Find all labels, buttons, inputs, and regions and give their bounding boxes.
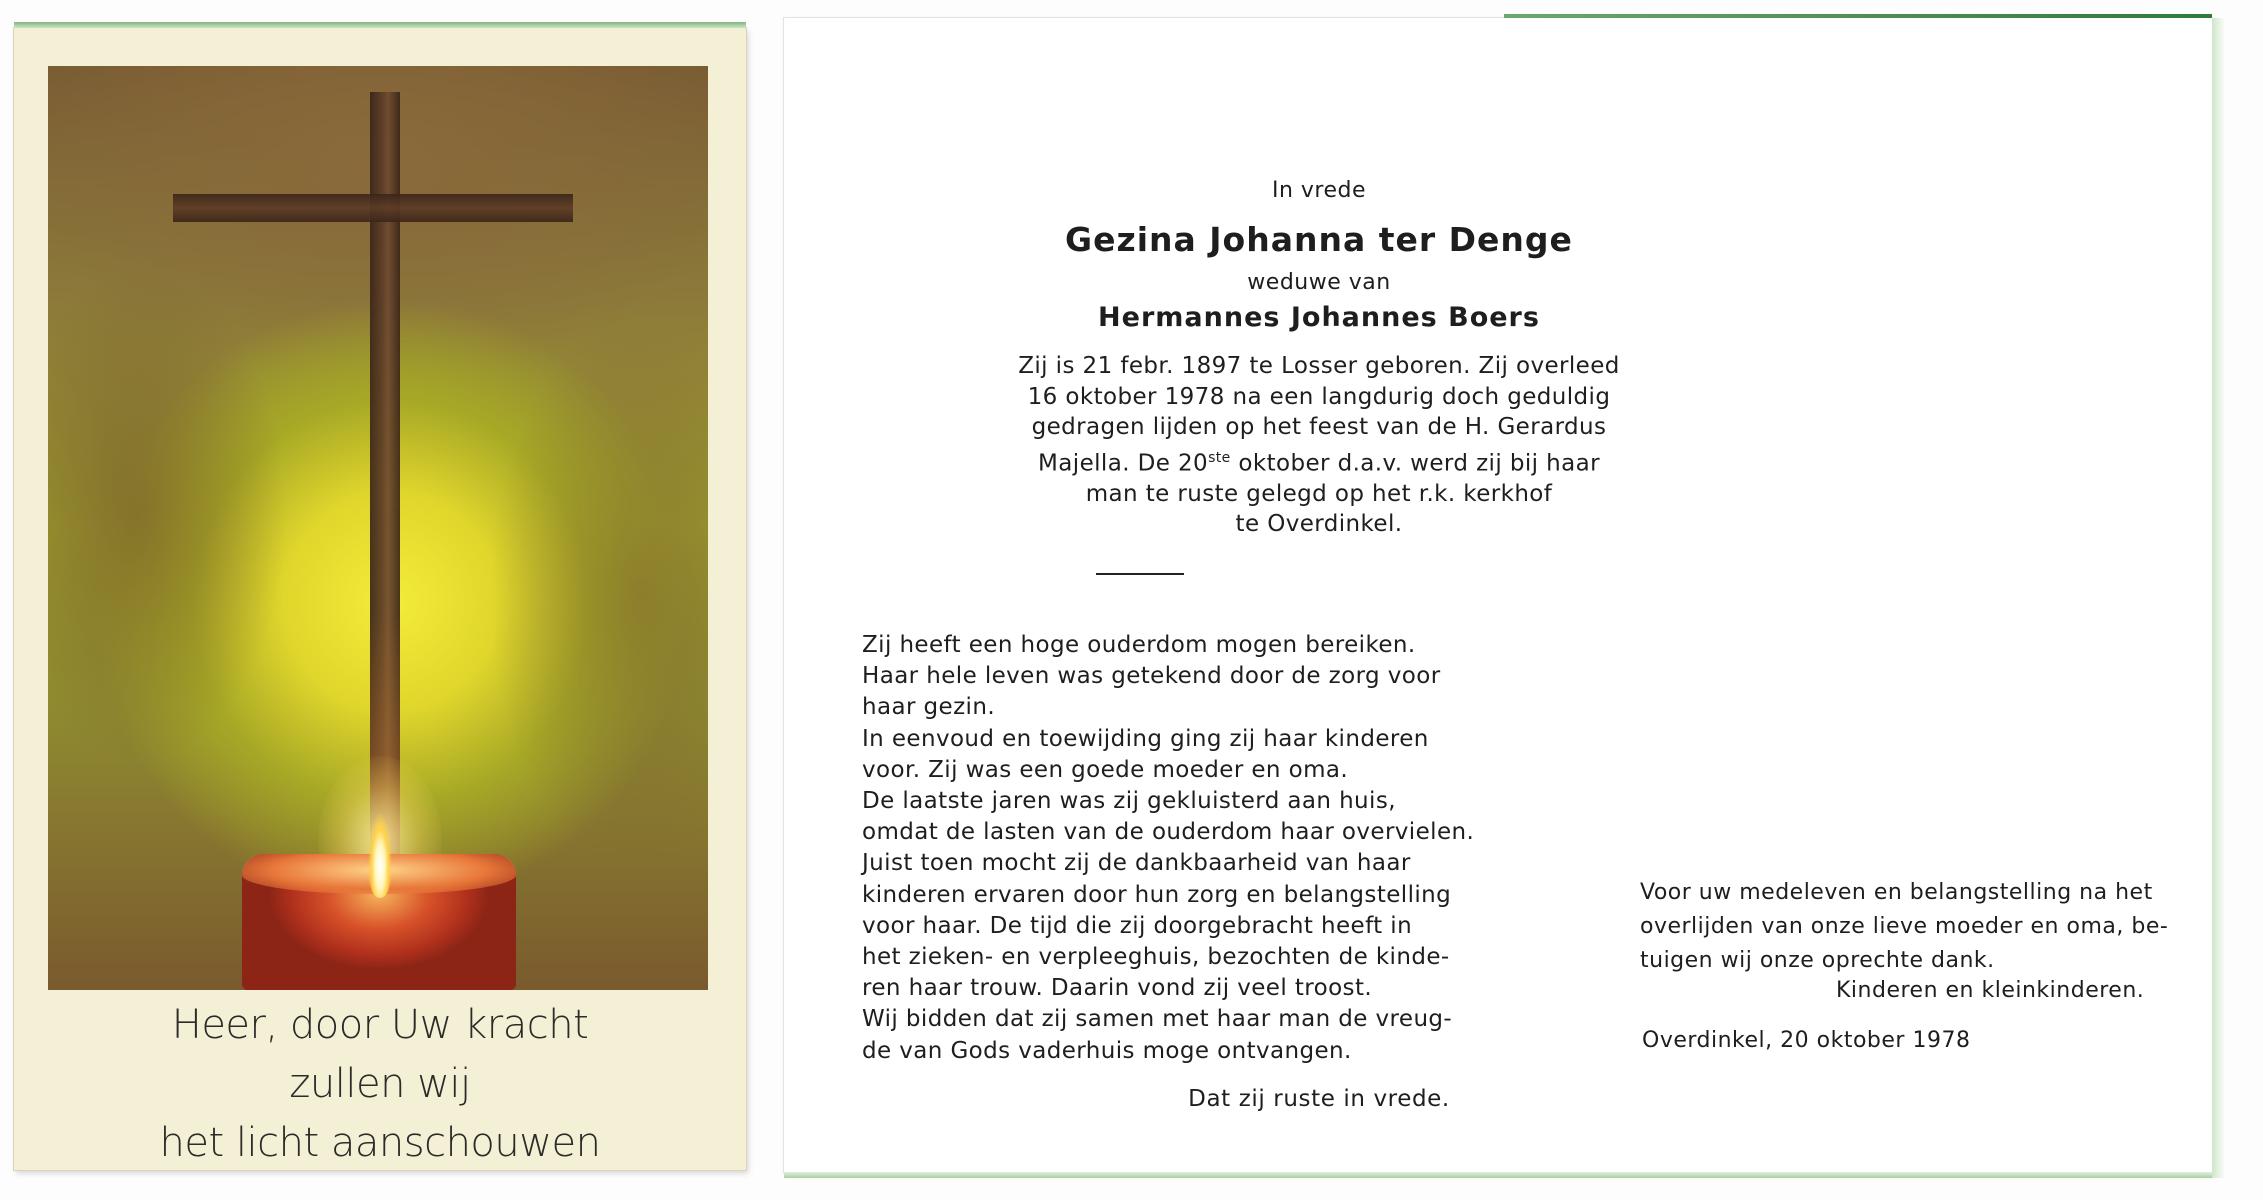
memorial-line: omdat de lasten van de ouderdom haar overvielen. — [862, 819, 1475, 846]
bio-line: te Overdinkel. — [1235, 511, 1403, 538]
bio-line: 16 oktober 1978 na een langdurig doch geduldig — [1027, 383, 1611, 410]
memorial-line: voor. Zij was een goede moeder en oma. — [862, 756, 1349, 783]
inner-card — [784, 18, 2212, 1172]
deceased-name: Gezina Johanna ter Denge — [1065, 220, 1573, 259]
motto-line: het licht aanschouwen — [159, 1120, 601, 1166]
heading: In vrede — [1271, 178, 1367, 203]
memorial-line: ren haar trouw. Daarin vond zij veel troost. — [862, 975, 1373, 1002]
thanks-line: Voor uw medeleven en belangstelling na het — [1640, 880, 2153, 905]
bio-line: Zij is 21 febr. 1897 te Losser geboren. Zij overleed — [1018, 353, 1620, 379]
card-fold-edge — [2212, 18, 2226, 1178]
thanks-message — [1640, 876, 2200, 978]
relation-label: weduwe van — [1247, 270, 1391, 295]
memorial-line: haar gezin. — [862, 694, 996, 721]
place-and-date: Overdinkel, 20 oktober 1978 — [1642, 1028, 1971, 1053]
bio-line: man te ruste gelegd op het r.k. kerkhof — [1085, 480, 1553, 507]
cross-candle-photo — [48, 66, 708, 990]
front-card — [14, 28, 746, 1170]
bio-text: Majella. De 20 — [1038, 450, 1209, 477]
memorial-line: De laatste jaren was zij gekluisterd aan huis, — [862, 788, 1396, 815]
bio-line: gedragen lijden op het feest van de H. Gerardus — [1031, 414, 1607, 440]
memorial-line: de van Gods vaderhuis moge ontvangen. — [862, 1037, 1352, 1064]
thanks-line: tuigen wij onze oprechte dank. — [1640, 948, 1995, 973]
biography — [784, 351, 1854, 540]
memorial-line: het zieken- en verpleeghuis, bezochten de kinde- — [862, 944, 1450, 971]
spouse-name: Hermannes Johannes Boers — [1098, 302, 1540, 333]
closing-prayer: Dat zij ruste in vrede. — [1188, 1086, 1450, 1112]
motto-line: Heer, door Uw kracht — [171, 1002, 589, 1048]
cross-horizontal-beam — [173, 194, 573, 222]
memorial-line: In eenvoud en toewijding ging zij haar kinderen — [862, 725, 1429, 752]
memorial-line: Juist toen mocht zij de dankbaarheid van haar — [862, 850, 1411, 877]
front-motto — [14, 996, 746, 1173]
family-signoff: Kinderen en kleinkinderen. — [1836, 978, 2145, 1003]
memorial-line: Haar hele leven was getekend door de zorg voor — [862, 663, 1441, 690]
memorial-line: Wij bidden dat zij samen met haar man de vreug- — [862, 1006, 1453, 1033]
thanks-line: overlijden van onze lieve moeder en oma, be- — [1640, 914, 2169, 939]
memorial-line: kinderen ervaren door hun zorg en belangstelling — [862, 881, 1452, 908]
bio-line-with-ordinal — [784, 443, 1854, 479]
bio-text: oktober d.a.v. werd zij bij haar — [1230, 450, 1600, 477]
memorial-text — [862, 630, 1475, 1067]
ordinal-suffix: ste — [1208, 449, 1231, 466]
memorial-line: voor haar. De tijd die zij doorgebracht heeft in — [862, 912, 1413, 939]
motto-line: zullen wij — [289, 1061, 471, 1107]
section-divider — [1096, 573, 1184, 575]
background-shade-right — [488, 316, 708, 876]
memorial-line: Zij heeft een hoge ouderdom mogen bereiken. — [862, 632, 1416, 658]
background-shade-left — [48, 266, 288, 766]
